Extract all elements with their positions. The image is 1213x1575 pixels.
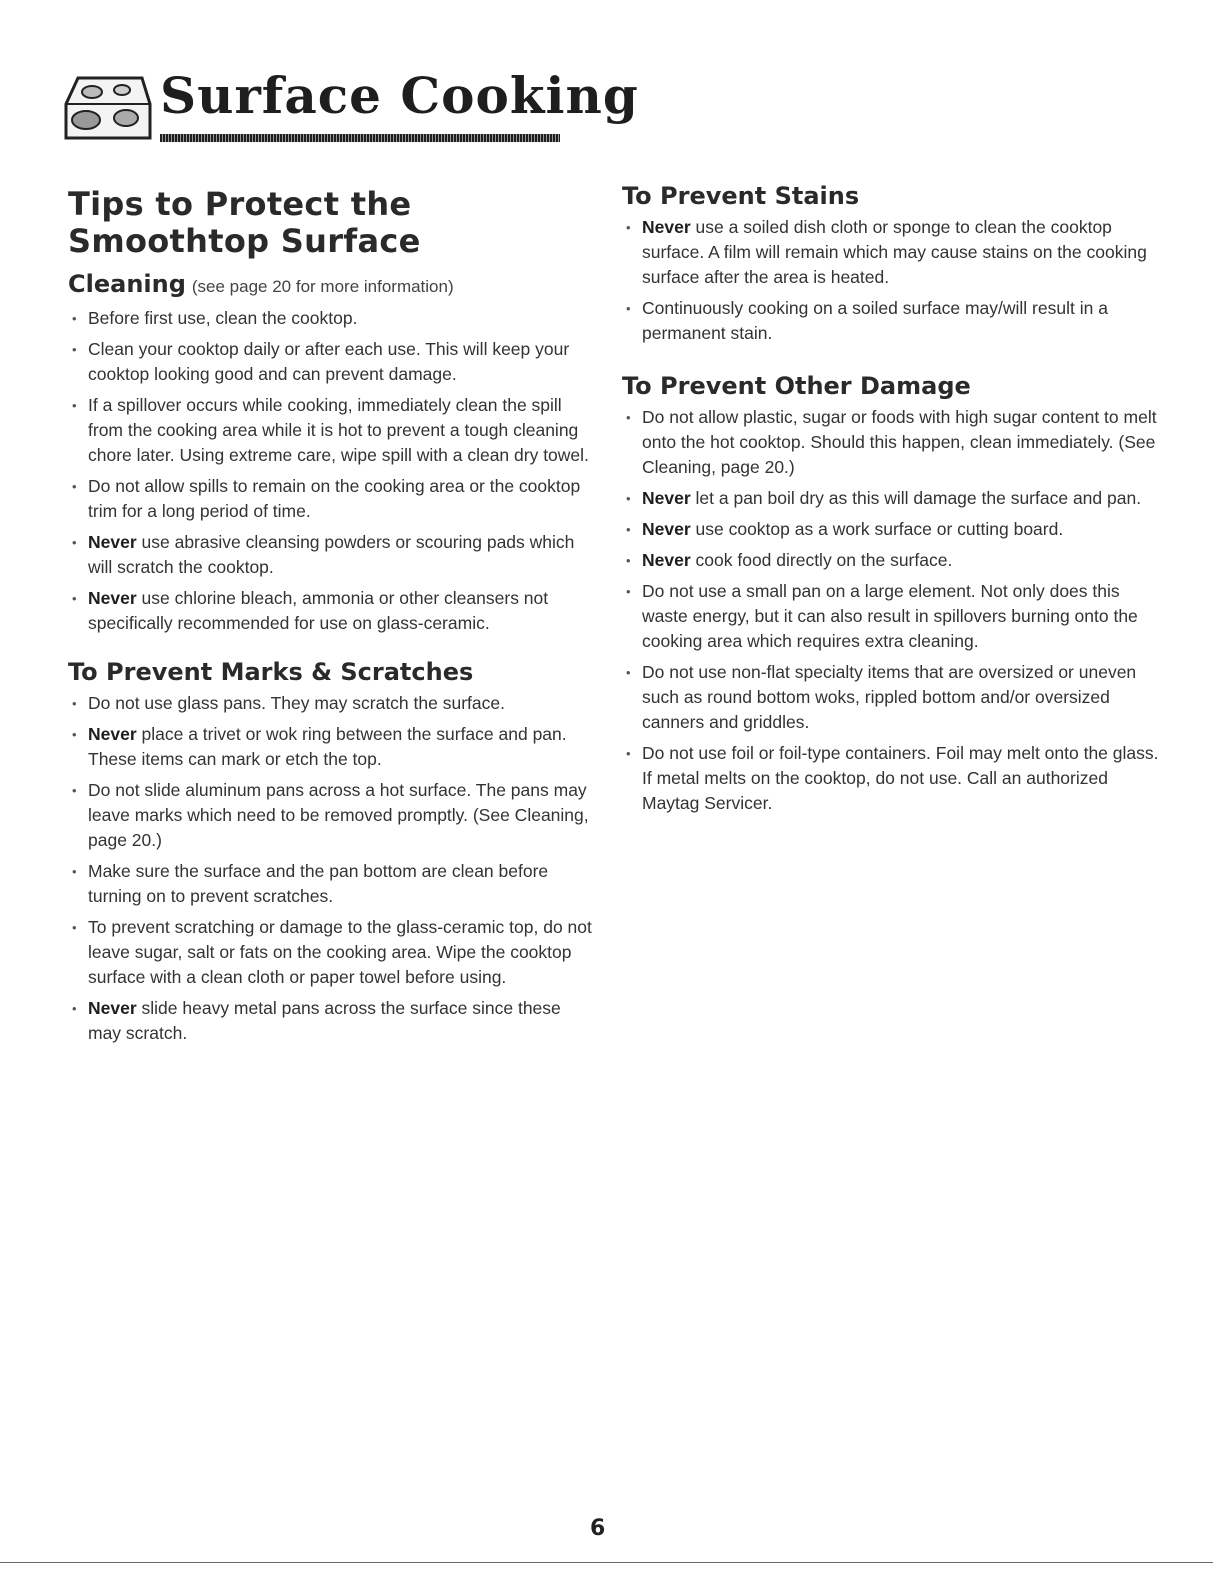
damage-list xyxy=(622,405,1162,816)
list-item xyxy=(622,579,1162,654)
list-item xyxy=(622,486,1162,511)
marks-section xyxy=(68,658,598,1046)
marks-heading: To Prevent Marks & Scratches xyxy=(68,658,474,686)
header-rule xyxy=(160,134,560,142)
list-item xyxy=(68,586,598,636)
list-item-text: slide heavy metal pans across the surface since these may scratch. xyxy=(88,998,561,1043)
warning-keyword: Never xyxy=(642,519,691,539)
list-item xyxy=(68,474,598,524)
stains-heading: To Prevent Stains xyxy=(622,182,860,210)
list-item xyxy=(622,517,1162,542)
list-item xyxy=(68,393,598,468)
list-item-text: Before first use, clean the cooktop. xyxy=(88,308,358,328)
cleaning-list xyxy=(68,306,598,636)
list-item-text: Make sure the surface and the pan bottom are clean before turning on to prevent scratches. xyxy=(88,861,549,906)
damage-heading: To Prevent Other Damage xyxy=(622,372,971,400)
warning-keyword: Never xyxy=(642,488,691,508)
stains-section xyxy=(622,182,1162,346)
page-number: 6 xyxy=(590,1516,606,1541)
list-item-text: Do not use a small pan on a large element. Not only does this waste energy, but it can also result in spillovers burning onto the cooking area which requires extra cleaning. xyxy=(642,581,1138,651)
list-item xyxy=(68,778,598,853)
warning-keyword: Never xyxy=(88,998,137,1018)
list-item-text: To prevent scratching or damage to the glass-ceramic top, do not leave sugar, salt or fats on the cooking area. Wipe the cooktop surface with a clean cloth or paper towel before using. xyxy=(88,917,592,987)
cleaning-section xyxy=(68,270,598,636)
list-item-text: Clean your cooktop daily or after each use. This will keep your cooktop looking good and can prevent damage. xyxy=(88,339,570,384)
page-title-line-1: Tips to Protect the xyxy=(68,185,412,223)
list-item-text: use cooktop as a work surface or cutting board. xyxy=(690,519,1064,539)
list-item xyxy=(68,337,598,387)
warning-keyword: Never xyxy=(642,550,691,570)
page-header xyxy=(62,64,639,150)
list-item-text: Do not allow plastic, sugar or foods with high sugar content to melt onto the hot cooktop. Should this happen, clean immediately. (See Cleaning, page 20.) xyxy=(642,407,1157,477)
stains-list xyxy=(622,215,1162,346)
list-item xyxy=(68,915,598,990)
warning-keyword: Never xyxy=(642,217,691,237)
bottom-rule xyxy=(0,1562,1213,1563)
page-title-line-2: Smoothtop Surface xyxy=(68,222,421,260)
list-item-text: If a spillover occurs while cooking, immediately clean the spill from the cooking area while it is hot to prevent a tough cleaning chore later. Using extreme care, wipe spill with a clean dry towel. xyxy=(88,395,589,465)
list-item-text: Do not use non-flat specialty items that are oversized or uneven such as round bottom woks, rippled bottom and/or oversized canners and griddles. xyxy=(642,662,1137,732)
list-item xyxy=(622,215,1162,290)
warning-keyword: Never xyxy=(88,724,137,744)
list-item-text: Do not use glass pans. They may scratch the surface. xyxy=(88,693,505,713)
damage-section xyxy=(622,372,1162,816)
list-item xyxy=(68,691,598,716)
list-item xyxy=(622,548,1162,573)
cleaning-heading xyxy=(68,270,598,301)
list-item xyxy=(622,660,1162,735)
list-item xyxy=(68,306,598,331)
list-item-text: use abrasive cleansing powders or scouring pads which will scratch the cooktop. xyxy=(88,532,575,577)
cooktop-icon xyxy=(62,74,154,144)
list-item xyxy=(68,996,598,1046)
list-item-text: Do not use foil or foil-type containers. Foil may melt onto the glass. If metal melts on the cooktop, do not use. Call an authorized Maytag Servicer. xyxy=(642,743,1159,813)
right-column xyxy=(622,182,1162,842)
list-item xyxy=(68,530,598,580)
list-item-text: Do not allow spills to remain on the cooking area or the cooktop trim for a long period of time. xyxy=(88,476,581,521)
list-item-text: Continuously cooking on a soiled surface may/will result in a permanent stain. xyxy=(642,298,1108,343)
page-title xyxy=(68,186,598,260)
marks-list xyxy=(68,691,598,1046)
list-item-text: cook food directly on the surface. xyxy=(690,550,953,570)
warning-keyword: Never xyxy=(88,588,137,608)
list-item xyxy=(622,405,1162,480)
list-item xyxy=(68,859,598,909)
list-item-text: place a trivet or wok ring between the surface and pan. These items can mark or etch the top. xyxy=(88,724,567,769)
list-item-text: use a soiled dish cloth or sponge to clean the cooktop surface. A film will remain which may cause stains on the cooking surface after the area is heated. xyxy=(642,217,1147,287)
list-item xyxy=(622,296,1162,346)
cleaning-note: (see page 20 for more information) xyxy=(191,277,454,296)
list-item-text: Do not slide aluminum pans across a hot surface. The pans may leave marks which need to be removed promptly. (See Cleaning, page 20.) xyxy=(88,780,589,850)
header-title: Surface Cooking xyxy=(160,66,639,125)
list-item-text: let a pan boil dry as this will damage the surface and pan. xyxy=(690,488,1142,508)
list-item xyxy=(622,741,1162,816)
warning-keyword: Never xyxy=(88,532,137,552)
cleaning-heading-text: Cleaning xyxy=(68,270,186,298)
list-item xyxy=(68,722,598,772)
list-item-text: use chlorine bleach, ammonia or other cleansers not specifically recommended for use on glass-ceramic. xyxy=(88,588,549,633)
left-column xyxy=(68,182,598,1068)
